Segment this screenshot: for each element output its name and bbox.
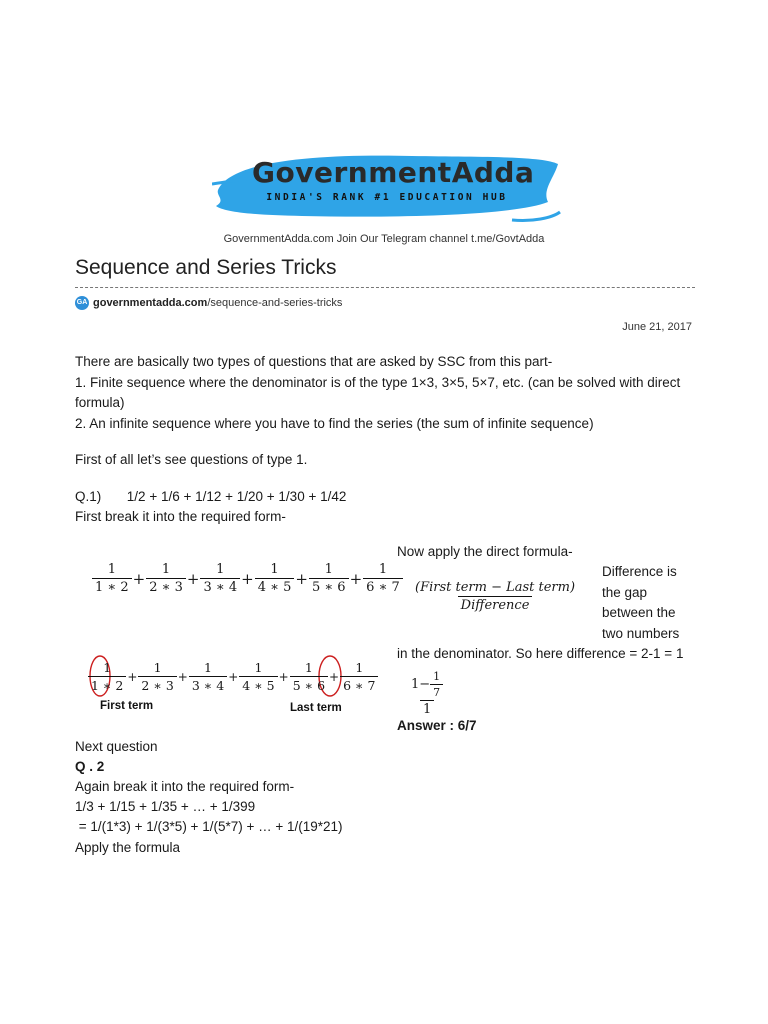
question-1-break-line: First break it into the required form- [75,509,286,524]
question-1 [75,487,346,508]
fraction-numerator: 1 [107,562,116,577]
question-2-series: 1/3 + 1/15 + 1/35 + … + 1/399 [75,799,256,814]
telegram-tagline: GovernmentAdda.com Join Our Telegram channel t.me/GovtAdda [223,233,545,245]
fraction-term [138,660,176,693]
logo-wordmark: GovernmentAdda [252,156,535,189]
fraction-term [92,562,132,595]
question-2-label: Q . 2 [75,759,105,774]
now-apply-line: Now apply the direct formula- [397,544,573,559]
next-question-line: Next question [75,739,158,754]
fraction-term [255,562,295,595]
answer-fraction [408,670,446,717]
fraction-denominator: 3 ∗ 4 [189,676,227,693]
question-2-expanded: = 1/(1*3) + 1/(3*5) + 1/(5*7) + … + 1/(19*21) [75,819,343,834]
plus-operator: + [132,569,146,588]
fraction-numerator: 1 [304,660,313,675]
intro-paragraph [75,352,695,434]
fraction-term [189,660,227,693]
difference-note: Difference is the gap between the two numbers [602,564,680,641]
question-2-break-line: Again break it into the required form- [75,779,295,794]
plus-operator: + [295,569,308,588]
fraction-denominator: 6 ∗ 7 [340,676,378,693]
fraction-denominator: 6 ∗ 7 [363,578,403,595]
answer-line: Answer : 6/7 [397,718,477,733]
plus-operator: + [329,669,340,684]
plus-operator: + [186,569,200,588]
fraction-denominator: 5 ∗ 6 [309,578,349,595]
answer-lead: 1− [411,677,431,692]
fraction-denominator: 2 ∗ 3 [138,676,176,693]
plus-operator: + [177,669,188,684]
fraction-numerator: 1 [153,660,162,675]
intro-line: formula) [75,395,125,410]
fraction-denominator: 4 ∗ 5 [255,578,295,595]
answer-fraction-den: 1 [420,700,434,717]
fraction-term [309,562,349,595]
answer-inner-den: 7 [430,684,443,699]
plus-operator: + [349,569,363,588]
fraction-term [88,660,126,693]
fraction-denominator: 1 ∗ 2 [88,676,126,693]
intro-line: 1. Finite sequence where the denominator is of the type 1×3, 3×5, 5×7, etc. (can be solved with direct [75,374,681,390]
fraction-numerator: 1 [254,660,263,675]
intro-line: 2. An infinite sequence where you have to find the series (the sum of infinite sequence) [75,415,594,431]
fraction-term [146,562,186,595]
fraction-numerator: 1 [378,562,388,577]
answer-inner-num: 1 [433,670,441,683]
title-divider [75,287,695,288]
fraction-term [340,660,378,693]
plus-operator: + [228,669,239,684]
formula-denominator: Difference [458,596,533,613]
publish-date: June 21, 2017 [622,321,692,333]
first-term-label: First term [100,700,154,712]
fraction-numerator: 1 [355,660,364,675]
source-path: /sequence-and-series-tricks [207,297,343,309]
difference-line: in the denominator. So here difference = 2-1 = 1 [397,646,684,661]
fraction-denominator: 4 ∗ 5 [239,676,277,693]
question-1-label: Q.1) [75,489,102,504]
site-favicon-icon: GA [75,296,89,310]
fraction-numerator: 1 [161,562,171,577]
plus-operator: + [127,669,138,684]
page-title: Sequence and Series Tricks [75,256,337,279]
fraction-denominator: 2 ∗ 3 [146,578,186,595]
fraction-numerator: 1 [204,660,212,675]
fraction-numerator: 1 [270,562,279,577]
plus-operator: + [278,669,289,684]
fraction-denominator: 1 ∗ 2 [92,578,132,595]
source-domain: governmentadda.com [93,297,208,309]
apply-formula-line: Apply the formula [75,840,181,855]
fraction-denominator: 3 ∗ 4 [200,578,240,595]
fraction-term [290,660,328,693]
fraction-numerator: 1 [103,660,112,675]
direct-formula [412,580,578,613]
governmentadda-logo [212,150,562,226]
formula-numerator: (First term − Last term) [415,580,576,595]
last-term-label: Last term [290,702,342,714]
plus-operator: + [241,569,254,588]
source-link[interactable] [75,296,342,310]
intro-line: There are basically two types of questions that are asked by SSC from this part- [75,354,553,369]
annotated-fraction-row [88,660,378,693]
fraction-expansion-row [92,562,403,595]
fraction-term [200,562,240,595]
type1-line: First of all let’s see questions of type 1. [75,452,308,467]
fraction-term [239,660,277,693]
question-1-expression: 1/2 + 1/6 + 1/12 + 1/20 + 1/30 + 1/42 [126,489,347,504]
logo-tagline: INDIA'S RANK #1 EDUCATION HUB [266,192,508,203]
fraction-term [363,562,403,595]
fraction-numerator: 1 [324,562,333,577]
fraction-denominator: 5 ∗ 6 [290,676,328,693]
fraction-numerator: 1 [216,562,225,577]
